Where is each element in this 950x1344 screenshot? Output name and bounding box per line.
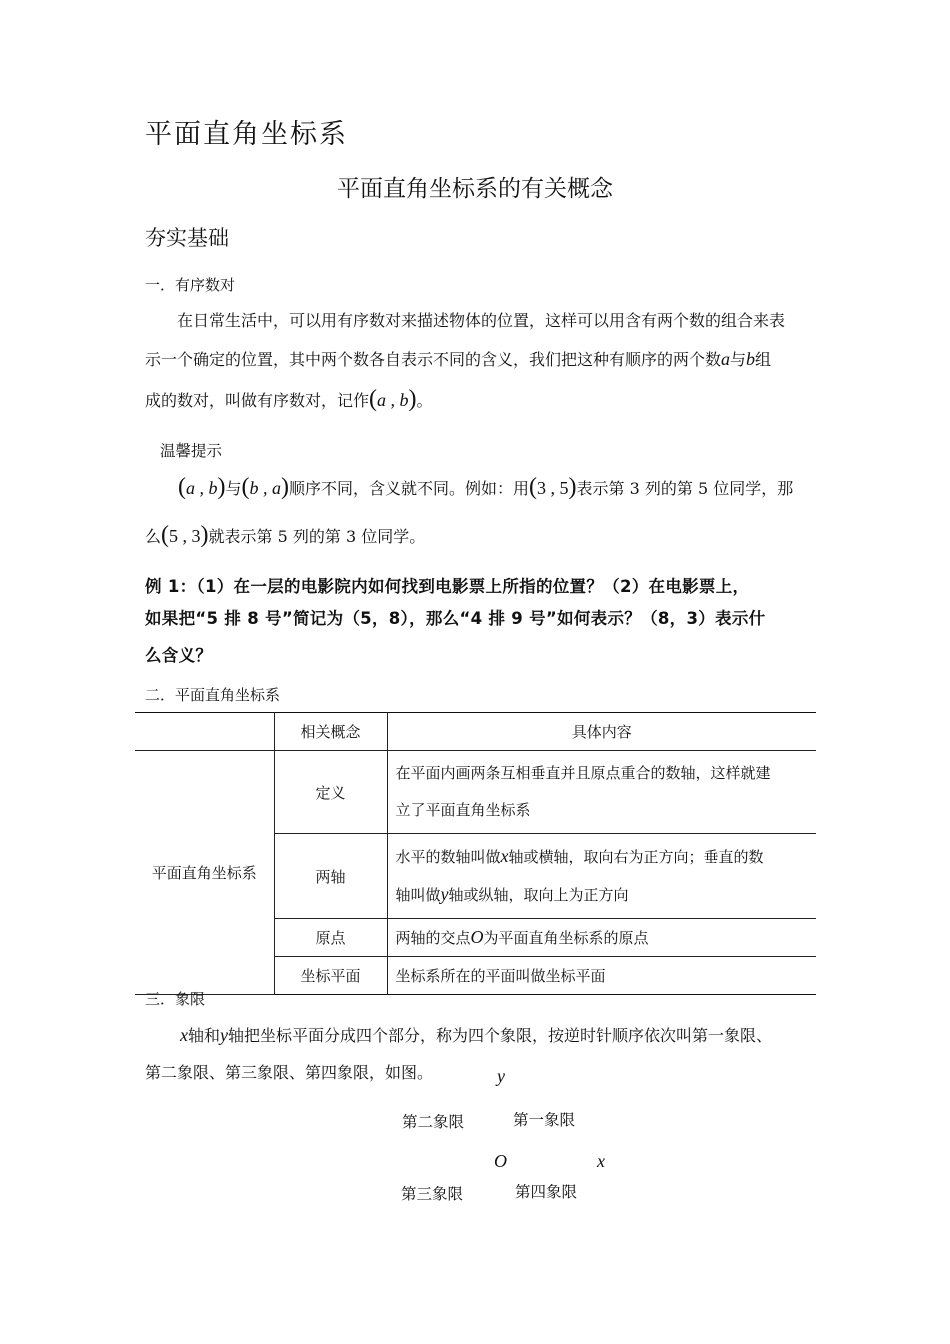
document-title: 平面直角坐标系 bbox=[145, 119, 348, 150]
quadrant-2-label: 第二象限 bbox=[402, 1113, 465, 1131]
tip-text1: 顺序不同，含义就不同。例如：用 bbox=[289, 479, 530, 498]
table-cell-concept: 原点 bbox=[274, 919, 387, 957]
section-title: 平面直角坐标系的有关概念 bbox=[337, 176, 613, 202]
tip-with: 与 bbox=[225, 479, 242, 498]
part3-text1: 轴和 bbox=[188, 1026, 221, 1045]
part1-line3: 成的数对，叫做有序数对，记作(a , b)。 bbox=[145, 386, 433, 412]
table-header-content: 具体内容 bbox=[387, 713, 816, 751]
subheading: 夯实基础 bbox=[145, 226, 229, 250]
part1-line3-text: 成的数对，叫做有序数对，记作 bbox=[145, 391, 370, 410]
var-x: x bbox=[500, 846, 509, 866]
table-group-label: 平面直角坐标系 bbox=[135, 751, 274, 995]
part3-line2: 第二象限、第三象限、第四象限，如图。 bbox=[145, 1063, 434, 1082]
part1-heading: 一．有序数对 bbox=[145, 276, 236, 294]
table-cell-content bbox=[387, 834, 816, 919]
part1-line1: 在日常生活中，可以用有序数对来描述物体的位置，这样可以用含有两个数的组合来表 bbox=[177, 311, 786, 330]
tip-text3: 么 bbox=[145, 527, 162, 546]
tip-text4: 就表示第 5 列的第 3 位同学。 bbox=[208, 527, 426, 546]
table-cell-content bbox=[387, 919, 816, 957]
axes-text1: 水平的数轴叫做 bbox=[395, 848, 501, 866]
origin-label: O bbox=[494, 1151, 507, 1171]
axes-text2: 轴或横轴，取向右为正方向；垂直的数 bbox=[508, 848, 764, 866]
quadrant-3-label: 第三象限 bbox=[401, 1185, 464, 1203]
table-cell-concept: 两轴 bbox=[274, 834, 387, 919]
part1-line2-text: 示一个确定的位置，其中两个数各自表示不同的含义，我们把这种有顺序的两个数 bbox=[145, 350, 722, 369]
tip-pair-53: 5 , 3 bbox=[169, 526, 201, 546]
concept-table bbox=[135, 712, 816, 995]
tip-label: 温馨提示 bbox=[160, 442, 223, 460]
var-b: b bbox=[746, 349, 756, 369]
example-line3: 么含义？ bbox=[145, 646, 213, 665]
def-line2: 立了平面直角坐标系 bbox=[395, 801, 531, 819]
table-cell-concept: 定义 bbox=[274, 751, 387, 834]
tip-text2: 表示第 3 列的第 5 位同学，那 bbox=[576, 479, 794, 498]
part1-line2 bbox=[145, 340, 771, 379]
quadrant-4-label: 第四象限 bbox=[515, 1183, 578, 1201]
part2-heading: 二．平面直角坐标系 bbox=[145, 686, 281, 704]
pair-ab: a , b bbox=[377, 390, 409, 410]
origin-text2: 为平面直角坐标系的原点 bbox=[483, 929, 649, 947]
example-line2: 如果把“5 排 8 号”简记为（5，8），那么“4 排 9 号”如何表示？（8，3）表示什 bbox=[145, 609, 766, 628]
tip-line2: 么(5 , 3)就表示第 5 列的第 3 位同学。 bbox=[145, 522, 426, 548]
tip-pair-35: 3 , 5 bbox=[537, 478, 569, 498]
table-cell-concept: 坐标平面 bbox=[274, 957, 387, 995]
part3-line1 bbox=[180, 1016, 772, 1055]
tip-pair-ab: a , b bbox=[186, 478, 218, 498]
table-header-concept: 相关概念 bbox=[274, 713, 387, 751]
part1-line2-end: 组 bbox=[755, 350, 772, 369]
axis-x-label: x bbox=[597, 1151, 605, 1171]
var-x: x bbox=[180, 1025, 188, 1045]
axis-y-label: y bbox=[497, 1066, 505, 1086]
table-header-empty bbox=[135, 713, 274, 751]
var-o: O bbox=[470, 927, 484, 947]
table-cell-content: 坐标系所在的平面叫做坐标平面 bbox=[387, 957, 816, 995]
word-and: 与 bbox=[730, 350, 747, 369]
axes-text4: 轴或纵轴，取向上为正方向 bbox=[448, 886, 629, 904]
origin-text1: 两轴的交点 bbox=[395, 929, 471, 947]
part1-line3-end: 。 bbox=[416, 391, 433, 410]
quadrant-1-label: 第一象限 bbox=[513, 1111, 576, 1129]
example-line1: 例 1：（1）在一层的电影院内如何找到电影票上所指的位置？（2）在电影票上， bbox=[145, 577, 750, 596]
table-cell-content bbox=[387, 751, 816, 834]
axes-text3: 轴叫做 bbox=[395, 886, 441, 904]
var-y: y bbox=[220, 1025, 229, 1045]
part3-text2: 轴把坐标平面分成四个部分，称为四个象限，按逆时针顺序依次叫第一象限、 bbox=[228, 1026, 773, 1045]
tip-pair-ba: b , a bbox=[249, 478, 282, 498]
def-line1: 在平面内画两条互相垂直并且原点重合的数轴，这样就建 bbox=[395, 764, 771, 782]
table-row bbox=[135, 751, 816, 834]
part3-heading: 三．象限 bbox=[145, 990, 206, 1008]
tip-line1: (a , b)与(b , a)顺序不同，含义就不同。例如：用(3 , 5)表示第 3 列的第 5 位同学，那 bbox=[178, 474, 794, 500]
var-a: a bbox=[721, 349, 731, 369]
var-y: y bbox=[440, 884, 449, 904]
